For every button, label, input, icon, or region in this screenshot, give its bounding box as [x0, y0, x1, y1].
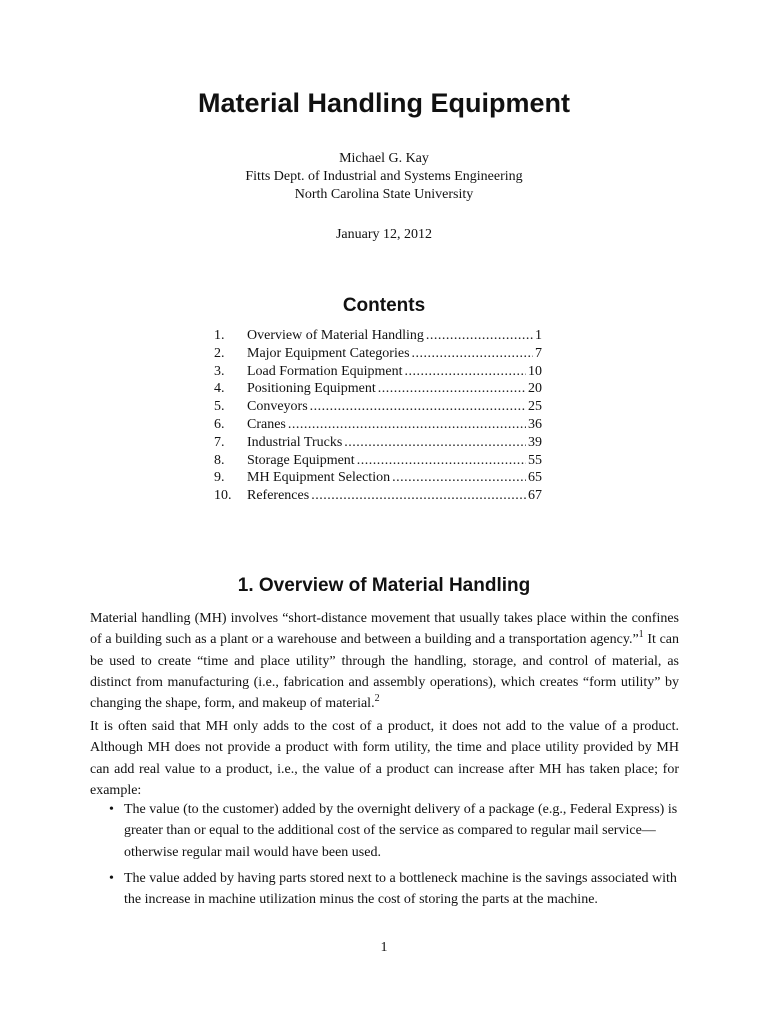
toc-leader	[357, 453, 526, 469]
toc-leader	[344, 435, 526, 451]
toc-label: Industrial Trucks	[247, 434, 343, 450]
toc-page: 20	[528, 381, 542, 397]
toc-label: Cranes	[247, 416, 286, 432]
toc-entry[interactable]	[214, 399, 542, 417]
toc-leader	[378, 381, 526, 397]
toc-label: Storage Equipment	[247, 452, 355, 468]
section-heading: 1. Overview of Material Handling	[237, 575, 531, 596]
toc-page: 67	[528, 488, 542, 504]
toc-page: 65	[528, 470, 542, 486]
author-name: Michael G. Kay	[339, 151, 429, 166]
toc-page: 10	[528, 363, 542, 379]
toc-entry[interactable]	[214, 470, 542, 488]
paragraph-text: It can be used to create “time and place utility” through the handling, storage, and control of material, as distinct from manufacturing (i.e., fabrication and assembly operations), which creates “form utility” by changing the shape, form, and makeup of material.	[90, 632, 680, 712]
toc-entry[interactable]	[214, 381, 542, 399]
toc-entry[interactable]	[214, 488, 542, 506]
list-item	[107, 799, 679, 863]
page-number: 1	[380, 940, 388, 955]
toc-entry[interactable]	[214, 417, 542, 435]
bullet-icon: •	[109, 802, 114, 817]
toc-number: 6.	[214, 416, 225, 432]
toc-number: 7.	[214, 434, 225, 450]
table-of-contents	[214, 328, 542, 506]
toc-page: 25	[528, 399, 542, 415]
toc-leader	[405, 364, 526, 380]
toc-entry[interactable]	[214, 346, 542, 364]
toc-label: Load Formation Equipment	[247, 363, 403, 379]
toc-number: 4.	[214, 381, 225, 397]
toc-number: 5.	[214, 399, 225, 415]
toc-number: 3.	[214, 363, 225, 379]
toc-entry[interactable]	[214, 328, 542, 346]
toc-label: Overview of Material Handling	[247, 328, 424, 343]
bullet-icon: •	[109, 870, 114, 886]
toc-entry[interactable]	[214, 364, 542, 382]
document-title: Material Handling Equipment	[197, 88, 571, 118]
toc-leader	[426, 328, 533, 344]
footnote-ref[interactable]: 1	[638, 629, 644, 641]
body-paragraph: It is often said that MH only adds to the cost of a product, it does not add to the value of a product. Although MH does not provide a product with form utility, the time and place utility provided by MH can add real value to a product, i.e., the value of a product can increase after MH has taken place; for example:	[90, 719, 679, 798]
toc-entry[interactable]	[214, 453, 542, 471]
toc-entry[interactable]	[214, 435, 542, 453]
toc-leader	[310, 399, 526, 415]
toc-leader	[412, 346, 533, 362]
list-item-text: The value (to the customer) added by the overnight delivery of a package (e.g., Federal Express) is greater than or equal to the additional cost of the service as compared to regular mail service—otherwise regular mail would have been used.	[124, 802, 678, 860]
toc-leader	[311, 488, 526, 504]
paragraph-text: Material handling (MH) involves “short-distance movement that usually takes place within the confines of a building such as a plant or a warehouse and between a building and a transportation agency.”	[90, 611, 679, 648]
toc-label: Major Equipment Categories	[247, 345, 410, 361]
toc-number: 2.	[214, 345, 225, 361]
toc-number: 9.	[214, 470, 225, 486]
toc-page: 36	[528, 416, 542, 432]
toc-page: 1	[535, 328, 542, 343]
toc-label: Positioning Equipment	[247, 381, 376, 397]
list-item-text: The value added by having parts stored next to a bottleneck machine is the savings associated with the increase in machine utilization minus the cost of storing the parts at the machine.	[124, 870, 677, 908]
toc-label: MH Equipment Selection	[247, 470, 391, 486]
footnote-ref[interactable]: 2	[374, 693, 380, 705]
toc-leader	[392, 470, 526, 486]
toc-page: 7	[535, 345, 542, 361]
toc-number: 1.	[214, 328, 225, 343]
toc-number: 8.	[214, 452, 225, 468]
toc-label: Conveyors	[247, 399, 308, 415]
toc-page: 39	[528, 434, 542, 450]
author-department: Fitts Dept. of Industrial and Systems Engineering	[245, 169, 523, 184]
toc-leader	[288, 417, 526, 433]
list-item	[107, 868, 679, 911]
body-paragraph	[90, 608, 679, 714]
author-block	[0, 150, 768, 204]
toc-number: 10.	[214, 488, 232, 504]
author-university: North Carolina State University	[294, 187, 474, 202]
toc-label: References	[247, 488, 310, 504]
toc-page: 55	[528, 452, 542, 468]
document-date: January 12, 2012	[335, 227, 433, 242]
contents-heading: Contents	[342, 295, 426, 316]
bullet-list	[107, 799, 679, 915]
